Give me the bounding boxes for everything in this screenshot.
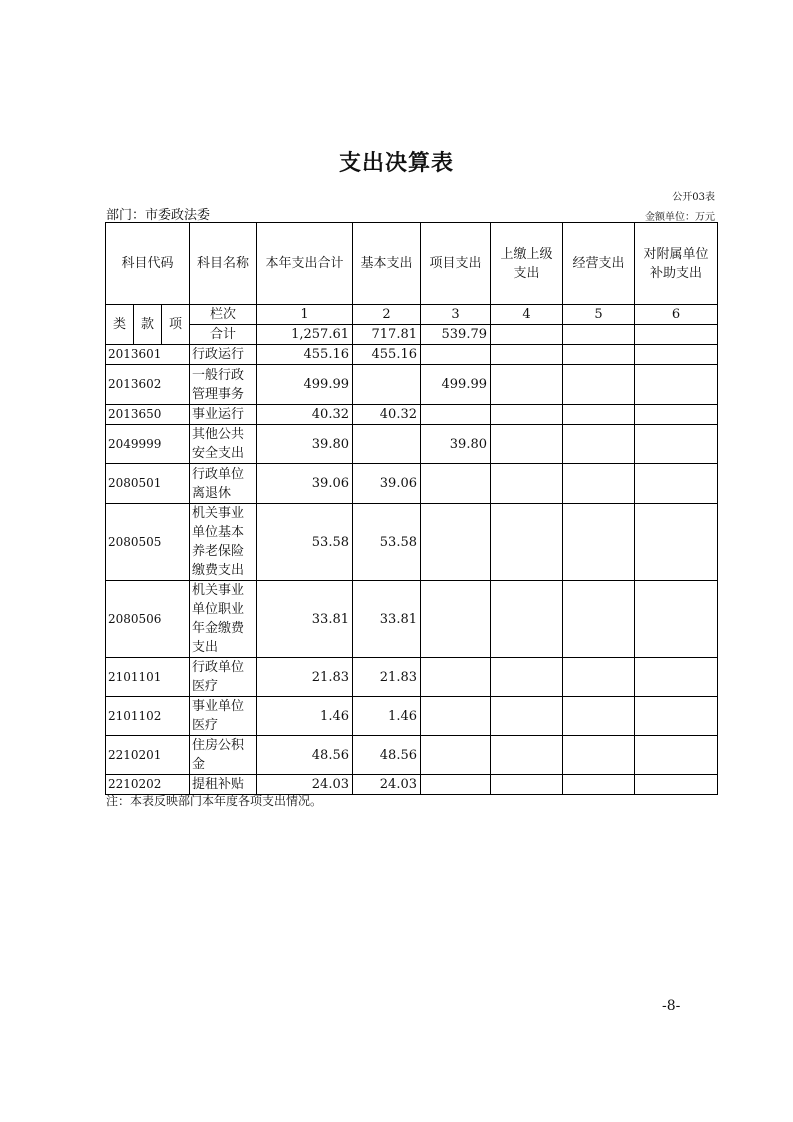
summary-subsidy <box>635 325 718 345</box>
row-basic: 48.56 <box>353 736 421 775</box>
row-upper <box>491 736 563 775</box>
column-number-row <box>106 305 718 325</box>
row-total: 33.81 <box>257 581 353 658</box>
row-business <box>563 464 635 504</box>
row-business <box>563 365 635 405</box>
header-subsidy: 对附属单位补助支出 <box>635 223 718 305</box>
row-code: 2013650 <box>106 405 190 425</box>
col-num-1: 1 <box>257 305 353 325</box>
row-code: 2101102 <box>106 697 190 736</box>
header-project: 项目支出 <box>421 223 491 305</box>
summary-row <box>106 325 718 345</box>
row-name: 其他公共安全支出 <box>190 425 257 464</box>
row-project <box>421 504 491 581</box>
row-project <box>421 658 491 697</box>
table-note: 注：本表反映部门本年度各项支出情况。 <box>106 794 323 808</box>
row-basic <box>353 425 421 464</box>
row-basic: 24.03 <box>353 775 421 795</box>
row-code: 2013602 <box>106 365 190 405</box>
row-name: 行政单位医疗 <box>190 658 257 697</box>
row-upper <box>491 405 563 425</box>
row-code: 2080505 <box>106 504 190 581</box>
row-subsidy <box>635 658 718 697</box>
row-name: 提租补贴 <box>190 775 257 795</box>
row-business <box>563 775 635 795</box>
row-total: 39.80 <box>257 425 353 464</box>
row-name: 行政单位离退休 <box>190 464 257 504</box>
table-row <box>106 504 718 581</box>
header-kuan: 款 <box>134 305 162 345</box>
table-row <box>106 425 718 464</box>
summary-upper <box>491 325 563 345</box>
row-total: 21.83 <box>257 658 353 697</box>
row-subsidy <box>635 504 718 581</box>
row-subsidy <box>635 365 718 405</box>
row-subsidy <box>635 697 718 736</box>
expenditure-table <box>105 222 718 795</box>
row-basic <box>353 365 421 405</box>
row-basic: 53.58 <box>353 504 421 581</box>
row-upper <box>491 425 563 464</box>
row-name: 事业运行 <box>190 405 257 425</box>
row-total: 24.03 <box>257 775 353 795</box>
header-total: 本年支出合计 <box>257 223 353 305</box>
row-total: 499.99 <box>257 365 353 405</box>
row-code: 2210201 <box>106 736 190 775</box>
col-num-5: 5 <box>563 305 635 325</box>
row-upper <box>491 464 563 504</box>
row-project <box>421 345 491 365</box>
row-name: 住房公积金 <box>190 736 257 775</box>
row-subsidy <box>635 464 718 504</box>
header-row <box>106 223 718 305</box>
row-project: 39.80 <box>421 425 491 464</box>
row-basic: 33.81 <box>353 581 421 658</box>
row-code: 2080501 <box>106 464 190 504</box>
header-name: 科目名称 <box>190 223 257 305</box>
row-upper <box>491 345 563 365</box>
summary-label: 合计 <box>190 325 257 345</box>
header-basic: 基本支出 <box>353 223 421 305</box>
table-row <box>106 581 718 658</box>
row-basic: 40.32 <box>353 405 421 425</box>
row-business <box>563 658 635 697</box>
row-total: 39.06 <box>257 464 353 504</box>
row-upper <box>491 697 563 736</box>
row-subsidy <box>635 345 718 365</box>
row-subsidy <box>635 581 718 658</box>
department-label: 部门：市委政法委 <box>106 208 211 223</box>
unit-label: 金额单位：万元 <box>645 212 715 223</box>
header-code: 科目代码 <box>106 223 190 305</box>
row-business <box>563 345 635 365</box>
summary-project: 539.79 <box>421 325 491 345</box>
row-basic: 21.83 <box>353 658 421 697</box>
row-subsidy <box>635 736 718 775</box>
row-business <box>563 405 635 425</box>
row-code: 2080506 <box>106 581 190 658</box>
table-row <box>106 697 718 736</box>
row-business <box>563 736 635 775</box>
row-upper <box>491 504 563 581</box>
row-code: 2101101 <box>106 658 190 697</box>
col-num-6: 6 <box>635 305 718 325</box>
row-project <box>421 736 491 775</box>
form-number: 公开03表 <box>672 192 715 203</box>
row-name: 机关事业单位基本养老保险缴费支出 <box>190 504 257 581</box>
row-subsidy <box>635 425 718 464</box>
row-business <box>563 581 635 658</box>
row-subsidy <box>635 775 718 795</box>
summary-business <box>563 325 635 345</box>
header-business: 经营支出 <box>563 223 635 305</box>
col-num-2: 2 <box>353 305 421 325</box>
row-code: 2049999 <box>106 425 190 464</box>
row-name: 事业单位医疗 <box>190 697 257 736</box>
row-subsidy <box>635 405 718 425</box>
row-code: 2013601 <box>106 345 190 365</box>
page-title: 支出决算表 <box>338 151 454 176</box>
row-name: 机关事业单位职业年金缴费支出 <box>190 581 257 658</box>
row-name: 一般行政管理事务 <box>190 365 257 405</box>
row-total: 1.46 <box>257 697 353 736</box>
row-name: 行政运行 <box>190 345 257 365</box>
table-row <box>106 345 718 365</box>
row-project <box>421 775 491 795</box>
header-lei: 类 <box>106 305 134 345</box>
page-number: -8- <box>662 998 681 1014</box>
row-business <box>563 504 635 581</box>
row-upper <box>491 775 563 795</box>
col-num-3: 3 <box>421 305 491 325</box>
row-basic: 455.16 <box>353 345 421 365</box>
row-business <box>563 697 635 736</box>
table-row <box>106 736 718 775</box>
row-upper <box>491 365 563 405</box>
row-upper <box>491 658 563 697</box>
row-business <box>563 425 635 464</box>
summary-total: 1,257.61 <box>257 325 353 345</box>
row-total: 53.58 <box>257 504 353 581</box>
table-row <box>106 405 718 425</box>
row-project <box>421 581 491 658</box>
row-total: 455.16 <box>257 345 353 365</box>
column-label: 栏次 <box>190 305 257 325</box>
row-upper <box>491 581 563 658</box>
row-project <box>421 405 491 425</box>
summary-basic: 717.81 <box>353 325 421 345</box>
row-project: 499.99 <box>421 365 491 405</box>
table-row <box>106 464 718 504</box>
header-xiang: 项 <box>162 305 190 345</box>
table-row <box>106 365 718 405</box>
col-num-4: 4 <box>491 305 563 325</box>
row-total: 48.56 <box>257 736 353 775</box>
row-project <box>421 464 491 504</box>
row-total: 40.32 <box>257 405 353 425</box>
row-basic: 1.46 <box>353 697 421 736</box>
row-project <box>421 697 491 736</box>
table-row <box>106 658 718 697</box>
row-basic: 39.06 <box>353 464 421 504</box>
header-upper: 上缴上级支出 <box>491 223 563 305</box>
row-code: 2210202 <box>106 775 190 795</box>
